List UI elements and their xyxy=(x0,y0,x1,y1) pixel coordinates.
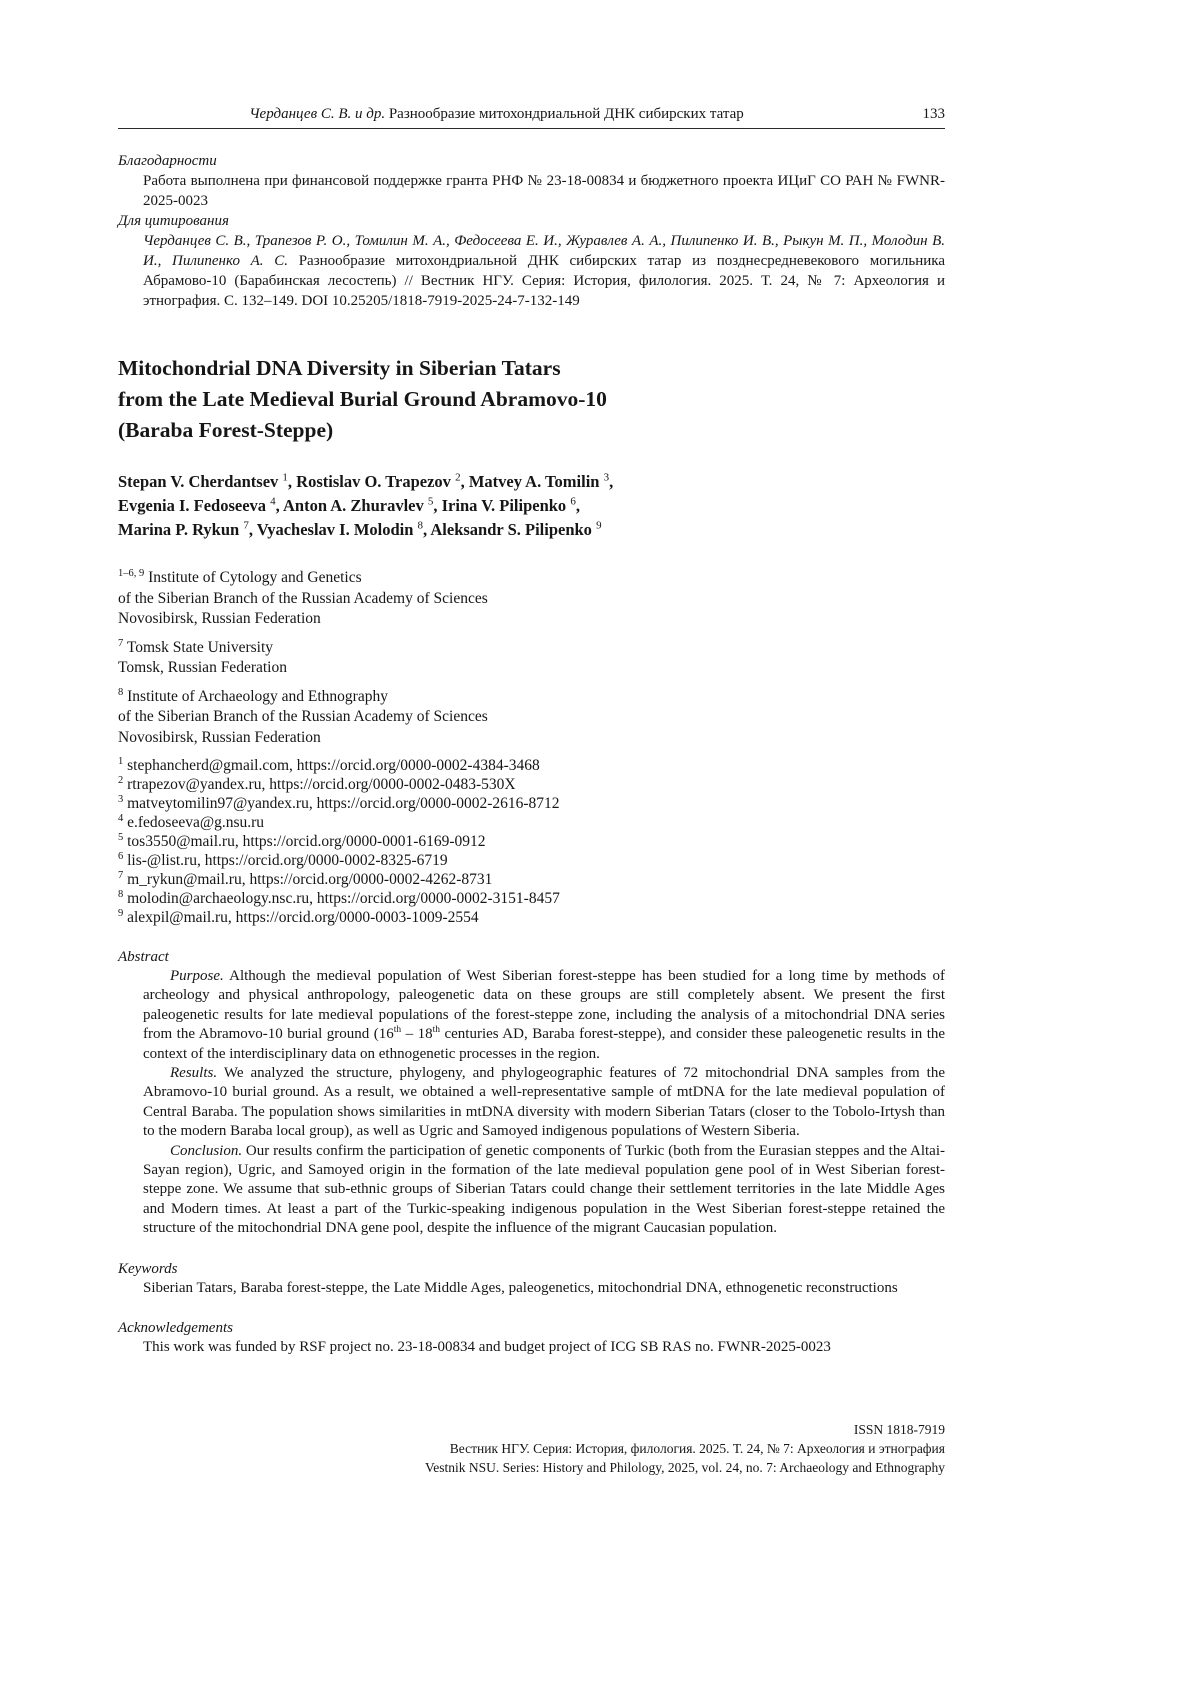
contact-email-orcid: m_rykun@mail.ru, https://orcid.org/0000-0002-4262-8731 xyxy=(127,871,493,888)
contact-email-orcid: molodin@archaeology.nsc.ru, https://orcid.org/0000-0002-3151-8457 xyxy=(127,890,560,907)
authors-block xyxy=(118,470,945,542)
page-footer xyxy=(425,1420,945,1477)
affiliations-block xyxy=(118,568,945,748)
author-affiliation-sup: 2 xyxy=(455,471,461,484)
author-affiliation-sup: 3 xyxy=(603,471,610,484)
author-separator: , xyxy=(423,520,431,539)
footer-journal-en: Vestnik NSU. Series: History and Philology, 2025, vol. 24, no. 7: Archaeology and Ethnography xyxy=(425,1460,945,1475)
author-name: Marina P. Rykun xyxy=(118,520,240,539)
abstract-purpose-text: Although the medieval population of West Siberian forest-steppe has been studied for a long time by methods of archeology and physical anthropology, paleogenetic data on these groups are still completely absent. We present the first paleogenetic results for late medieval populations of the forest-steppe zone, including the analysis of a mitochondrial DNA series from the Abramovo-10 burial ground (16 xyxy=(143,968,945,1043)
author-affiliation-sup: 7 xyxy=(243,519,249,532)
contact-sup: 3 xyxy=(118,793,124,805)
citation-heading: Для цитирования xyxy=(118,213,229,229)
contact-line xyxy=(118,908,945,927)
acknowledgments-ru-heading: Благодарности xyxy=(118,153,217,169)
affiliation xyxy=(118,687,945,749)
affiliation-sup: 8 xyxy=(118,686,124,698)
author-separator: , xyxy=(287,472,297,491)
page-number: 133 xyxy=(922,106,945,122)
contacts-block xyxy=(118,756,945,927)
affiliation-line: Tomsk, Russian Federation xyxy=(118,659,287,676)
contact-email-orcid: e.fedoseeva@g.nsu.ru xyxy=(127,814,265,831)
author-separator: , xyxy=(275,496,284,515)
affiliation-line: Novosibirsk, Russian Federation xyxy=(118,728,321,746)
frontmatter-section xyxy=(118,151,945,311)
author-affiliation-sup: 4 xyxy=(270,495,276,508)
affiliation-line xyxy=(118,638,945,659)
contact-sup: 8 xyxy=(118,888,124,900)
author-name: Aleksandr S. Pilipenko xyxy=(430,520,592,539)
contact-sup: 2 xyxy=(118,774,124,786)
footer-issn: ISSN 1818-7919 xyxy=(853,1422,945,1437)
running-head xyxy=(118,104,945,124)
contact-line xyxy=(118,813,945,832)
abstract-results xyxy=(143,1064,945,1142)
article-title-line: from the Late Medieval Burial Ground Abramovo-10 xyxy=(118,387,607,411)
abstract-heading: Abstract xyxy=(118,949,169,965)
author-line xyxy=(118,470,945,494)
contact-sup: 1 xyxy=(118,755,124,767)
acknowledgements-text: This work was funded by RSF project no. 23-18-00834 and budget project of ICG SB RAS no. FWNR-2025-0023 xyxy=(143,1339,831,1356)
author-separator: , xyxy=(460,472,469,491)
contact-email-orcid: alexpil@mail.ru, https://orcid.org/0000-0003-1009-2554 xyxy=(127,909,479,926)
affiliation-name: Tomsk State University xyxy=(126,638,274,656)
abstract-purpose-text: centuries AD, Baraba forest-steppe), and consider these paleogenetic results in the context of the interdisciplinary data on ethnogenetic processes in the region. xyxy=(143,1026,946,1062)
header-rule xyxy=(118,128,945,129)
author-name: Stepan V. Cherdantsev xyxy=(118,472,279,491)
ordinal-sup: th xyxy=(393,1025,402,1036)
author-name: Matvey A. Tomilin xyxy=(468,472,600,491)
abstract-purpose xyxy=(143,967,945,1064)
affiliation xyxy=(118,568,945,630)
abstract-purpose-text: – 18 xyxy=(401,1026,433,1043)
author-separator: , xyxy=(433,496,442,515)
affiliation-line xyxy=(118,568,945,589)
author-name: Evgenia I. Fedoseeva xyxy=(118,496,267,515)
affiliation-line: Novosibirsk, Russian Federation xyxy=(118,610,321,627)
contact-email-orcid: matveytomilin97@yandex.ru, https://orcid.org/0000-0002-2616-8712 xyxy=(127,795,560,812)
author-separator: , xyxy=(575,496,580,515)
ordinal-sup: th xyxy=(432,1025,440,1036)
contact-line xyxy=(118,889,945,908)
affiliation-line xyxy=(118,687,945,708)
author-affiliation-sup: 5 xyxy=(427,495,434,508)
contact-line xyxy=(118,775,945,794)
page-content xyxy=(118,104,945,1358)
contact-line xyxy=(118,832,945,851)
author-affiliation-sup: 6 xyxy=(570,495,576,508)
affiliation-sup: 7 xyxy=(118,637,124,649)
keywords-text: Siberian Tatars, Baraba forest-steppe, the Late Middle Ages, paleogenetics, mitochondrial DNA, ethnogenetic reconstructions xyxy=(143,1279,898,1296)
contact-sup: 7 xyxy=(118,869,124,881)
author-name: Irina V. Pilipenko xyxy=(441,496,567,515)
affiliation-sup: 1–6, 9 xyxy=(118,567,145,579)
author-name: Anton A. Zhuravlev xyxy=(283,496,424,515)
abstract-purpose-label: Purpose. xyxy=(170,968,224,984)
author-name: Vyacheslav I. Molodin xyxy=(256,520,414,539)
citation-paragraph xyxy=(143,231,945,311)
running-title-authors: Черданцев С. В. и др. xyxy=(249,106,386,122)
abstract-conclusion xyxy=(143,1142,945,1239)
article-title xyxy=(118,353,945,446)
author-line xyxy=(118,518,945,542)
footer-journal-ru: Вестник НГУ. Серия: История, филология. 2025. Т. 24, № 7: Археология и этнография xyxy=(449,1441,945,1456)
affiliation-line: of the Siberian Branch of the Russian Academy of Sciences xyxy=(118,708,488,725)
author-line xyxy=(118,494,945,518)
contact-email-orcid: tos3550@mail.ru, https://orcid.org/0000-0001-6169-0912 xyxy=(127,833,486,850)
abstract-results-text: We analyzed the structure, phylogeny, and phylogeographic features of 72 mitochondrial DNA samples from the Abramovo-10 burial ground. As a result, we obtained a well-representative sample of mtDNA for the late medieval population of Central Baraba. The population shows similarities in mtDNA diversity with modern Siberian Tatars (closer to the Tobolo-Irtysh than to the modern Baraba local group), as well as Ugric and Samoyed indigenous populations of Western Siberia. xyxy=(143,1065,945,1140)
affiliation-line: of the Siberian Branch of the Russian Academy of Sciences xyxy=(118,589,488,607)
contact-line xyxy=(118,851,945,870)
abstract-conclusion-text: Our results confirm the participation of genetic components of Turkic (both from the Eurasian steppes and the Altai-Sayan region), Ugric, and Samoyed origin in the formation of the late medieval population gene pool of in West Siberian forest-steppe zone. We assume that sub-ethnic groups of Siberian Tatars could change their settlement territories in the late Middle Ages and Modern times. At least a part of the Turkic-speaking indigenous population in the West Siberian forest-steppe retained the structure of the mitochondrial DNA gene pool, despite the influence of the migrant Caucasian population. xyxy=(143,1142,945,1237)
author-separator: , xyxy=(248,520,257,539)
article-title-line: (Baraba Forest-Steppe) xyxy=(118,418,334,442)
contact-email-orcid: lis-@list.ru, https://orcid.org/0000-0002-8325-6719 xyxy=(127,852,448,869)
running-title xyxy=(118,104,875,124)
contact-sup: 4 xyxy=(118,812,124,824)
affiliation-name: Institute of Cytology and Genetics xyxy=(148,569,362,586)
contact-line xyxy=(118,794,945,813)
affiliation-name: Institute of Archaeology and Ethnography xyxy=(127,687,388,705)
author-separator: , xyxy=(609,472,614,491)
contact-sup: 6 xyxy=(118,850,124,862)
citation-rest: Разнообразие митохондриальной ДНК сибирских татар из позднесредневекового могильника Абрамово-10 (Барабинская лесостепь) // Вестник НГУ. Серия: История, филология. 2025. Т. 24, № 7: Археология и этнография. С. 132–149. DOI 10.25205/1818-7919-2025-24-7-132-149 xyxy=(143,253,945,309)
author-affiliation-sup: 1 xyxy=(282,471,288,484)
abstract-results-label: Results. xyxy=(170,1065,218,1082)
author-name: Rostislav O. Trapezov xyxy=(296,472,451,491)
contact-line xyxy=(118,870,945,889)
acknowledgments-ru-text: Работа выполнена при финансовой поддержке гранта РНФ № 23-18-00834 и бюджетного проекта ИЦиГ СО РАН № FWNR-2025-0023 xyxy=(143,173,945,209)
abstract-conclusion-label: Conclusion. xyxy=(170,1142,243,1159)
contact-email-orcid: stephancherd@gmail.com, https://orcid.org/0000-0002-4384-3468 xyxy=(127,757,540,774)
contact-email-orcid: rtrapezov@yandex.ru, https://orcid.org/0000-0002-0483-530X xyxy=(127,776,516,793)
author-affiliation-sup: 9 xyxy=(596,519,602,532)
keywords-heading: Keywords xyxy=(118,1260,178,1277)
acknowledgements-heading: Acknowledgements xyxy=(118,1320,233,1337)
affiliation xyxy=(118,638,945,679)
citation-authors: Черданцев С. В., Трапезов Р. О., Томилин М. А., Федосеева Е. И., Журавлев А. А., Пилипенко И. В., Рыкун М. П., Молодин В. И., Пилипенко А. С. xyxy=(143,233,945,269)
article-title-line: Mitochondrial DNA Diversity in Siberian Tatars xyxy=(118,356,561,380)
contact-sup: 5 xyxy=(118,831,124,843)
author-affiliation-sup: 8 xyxy=(417,519,424,532)
contact-line xyxy=(118,756,945,775)
running-title-text: Разнообразие митохондриальной ДНК сибирских татар xyxy=(385,106,744,122)
contact-sup: 9 xyxy=(118,907,124,919)
